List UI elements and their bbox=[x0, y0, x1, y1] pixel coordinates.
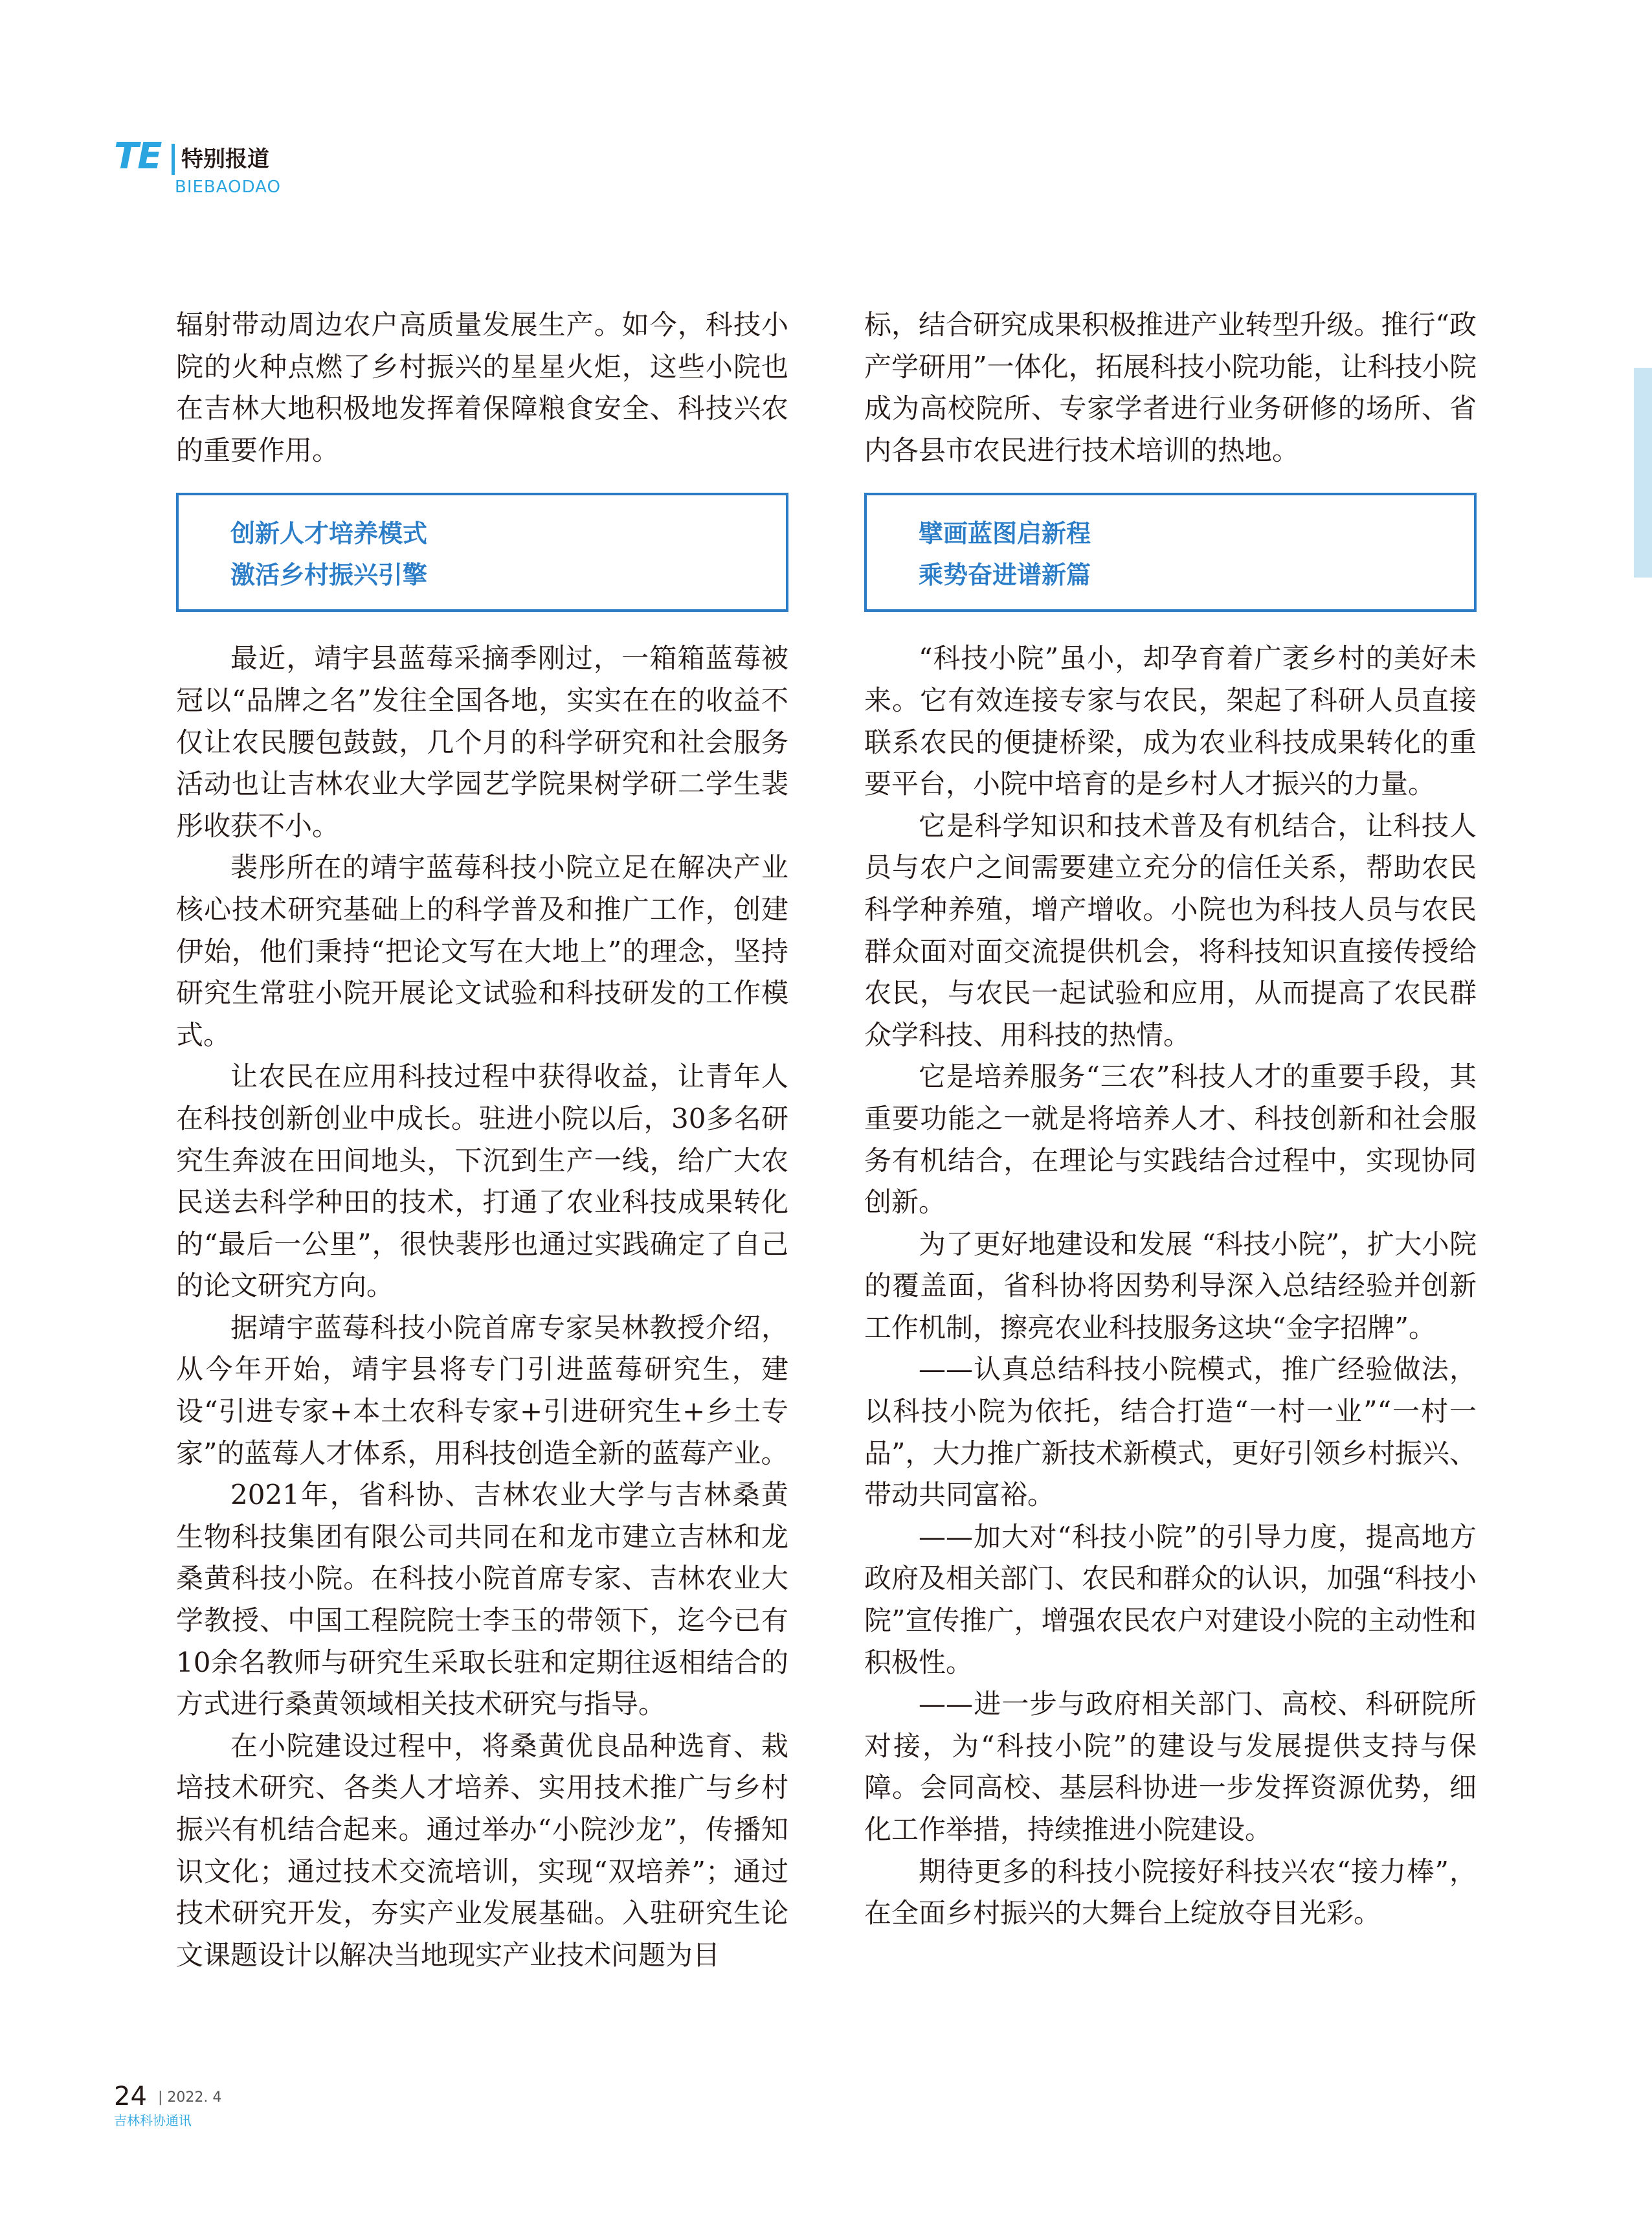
body-paragraph: 它是培养服务“三农”科技人才的重要手段，其重要功能之一就是将培养人才、科技创新和社会服务有机结合，在理论与实践结合过程中，实现协同创新。 bbox=[864, 1061, 1477, 1219]
left-subhead-box bbox=[176, 493, 788, 612]
page-number: 24 bbox=[114, 2082, 147, 2111]
body-paragraph: 最近，靖宇县蓝莓采摘季刚过，一箱箱蓝莓被冠以“品牌之名”发往全国各地，实实在在的收益不仅让农民腰包鼓鼓，几个月的科学研究和社会服务活动也让吉林农业大学园艺学院果树学研二学生裴彤收获不小。 bbox=[176, 642, 788, 842]
body-paragraph: ——进一步与政府相关部门、高校、科研院所对接，为“科技小院”的建设与发展提供支持与保障。会同高校、基层科协进一步发挥资源优势，细化工作举措，持续推进小院建设。 bbox=[864, 1688, 1477, 1845]
body-paragraph: 期待更多的科技小院接好科技兴农“接力棒”，在全面乡村振兴的大舞台上绽放夺目光彩。 bbox=[864, 1855, 1477, 1929]
right-subhead-box bbox=[864, 493, 1477, 612]
issue-date: | 2022. 4 bbox=[158, 2089, 222, 2106]
right-intro-paragraph: 标，结合研究成果积极推进产业转型升级。推行“政产学研用”一体化，拓展科技小院功能，让科技小院成为高校院所、专家学者进行业务研修的场所、省内各县市农民进行技术培训的热地。 bbox=[864, 309, 1477, 466]
body-paragraph: 在小院建设过程中，将桑黄优良品种选育、栽培技术研究、各类人才培养、实用技术推广与乡村振兴有机结合起来。通过举办“小院沙龙”，传播知识文化；通过技术交流培训，实现“双培养”；通过技术研究开发，夯实产业发展基础。入驻研究生论文课题设计以解决当地现实产业技术问题为目 bbox=[176, 1729, 788, 1971]
body-paragraph: “科技小院”虽小，却孕育着广袤乡村的美好未来。它有效连接专家与农民，架起了科研人员直接联系农民的便捷桥梁，成为农业科技成果转化的重要平台，小院中培育的是乡村人才振兴的力量。 bbox=[864, 642, 1477, 800]
right-subhead-line-1: 擘画蓝图启新程 bbox=[919, 519, 1091, 548]
left-subhead-line-2: 激活乡村振兴引擎 bbox=[230, 561, 428, 590]
section-pinyin: BIEBAODAO bbox=[175, 177, 281, 197]
body-paragraph: ——加大对“科技小院”的引导力度，提高地方政府及相关部门、农民和群众的认识，加强“科技小院”宣传推广，增强农民农户对建设小院的主动性和积极性。 bbox=[864, 1520, 1477, 1678]
left-subhead-line-1: 创新人才培养模式 bbox=[230, 519, 428, 548]
body-paragraph: 让农民在应用科技过程中获得收益，让青年人在科技创新创业中成长。驻进小院以后，30多名研究生奔波在田间地头，下沉到生产一线，给广大农民送去科学种田的技术，打通了农业科技成果转化的“最后一公里”，很快裴彤也通过实践确定了自己的论文研究方向。 bbox=[176, 1061, 788, 1302]
magazine-logo: TE bbox=[114, 135, 161, 177]
right-column bbox=[864, 304, 1477, 1935]
header-divider bbox=[172, 144, 175, 175]
body-paragraph: 它是科学知识和技术普及有机结合，让科技人员与农户之间需要建立充分的信任关系，帮助农民科学种养殖，增产增收。小院也为科技人员与农民群众面对面交流提供机会，将科技知识直接传授给农民，与农民一起试验和应用，从而提高了农民群众学科技、用科技的热情。 bbox=[864, 809, 1477, 1051]
body-paragraph: 为了更好地建设和发展 “科技小院”，扩大小院的覆盖面，省科协将因势利导深入总结经验并创新工作机制，擦亮农业科技服务这块“金字招牌”。 bbox=[864, 1228, 1477, 1343]
right-subhead-line-2: 乘势奋进谱新篇 bbox=[919, 561, 1091, 590]
magazine-name: 吉林科协通讯 bbox=[114, 2113, 192, 2128]
body-paragraph: 据靖宇蓝莓科技小院首席专家吴林教授介绍，从今年开始，靖宇县将专门引进蓝莓研究生，建设“引进专家+本土农科专家+引进研究生+乡土专家”的蓝莓人才体系，用科技创造全新的蓝莓产业。 bbox=[176, 1311, 788, 1469]
side-tab-marker bbox=[1634, 368, 1652, 578]
body-paragraph: 2021年，省科协、吉林农业大学与吉林桑黄生物科技集团有限公司共同在和龙市建立吉林和龙桑黄科技小院。在科技小院首席专家、吉林农业大学教授、中国工程院院士李玉的带领下，迄今已有10余名教师与研究生采取长驻和定期往返相结合的方式进行桑黄领域相关技术研究与指导。 bbox=[176, 1479, 788, 1720]
left-column bbox=[176, 304, 788, 1976]
body-paragraph: ——认真总结科技小院模式，推广经验做法，以科技小院为依托，结合打造“一村一业”“一村一品”，大力推广新技术新模式，更好引领乡村振兴、带动共同富裕。 bbox=[864, 1353, 1477, 1511]
body-paragraph: 裴彤所在的靖宇蓝莓科技小院立足在解决产业核心技术研究基础上的科学普及和推广工作，创建伊始，他们秉持“把论文写在大地上”的理念，坚持研究生常驻小院开展论文试验和科技研发的工作模式。 bbox=[176, 851, 788, 1051]
left-intro-paragraph: 辐射带动周边农户高质量发展生产。如今，科技小院的火种点燃了乡村振兴的星星火炬，这些小院也在吉林大地积极地发挥着保障粮食安全、科技兴农的重要作用。 bbox=[176, 309, 788, 466]
section-title: 特别报道 bbox=[181, 146, 269, 172]
